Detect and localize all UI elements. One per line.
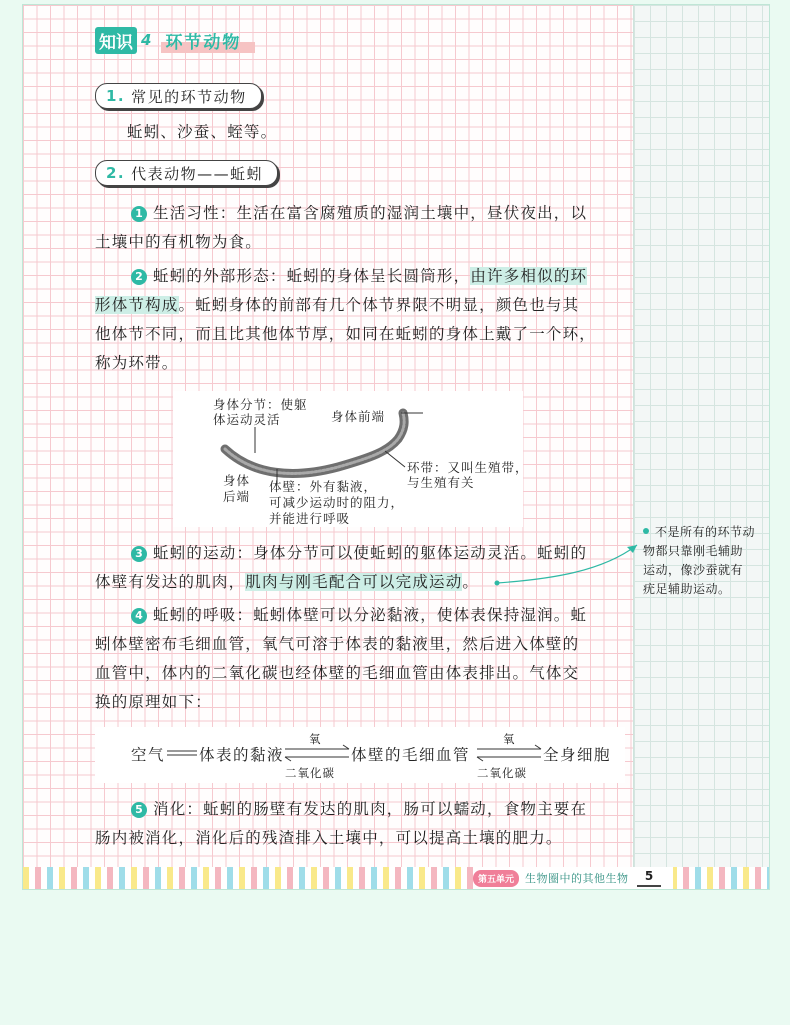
formula-cells: 全身细胞 — [543, 746, 612, 764]
label-clitellum-1: 环带：又叫生殖带， — [407, 460, 529, 475]
side-margin — [633, 5, 770, 867]
item-5-line-1: 5 消化：蚯蚓的肠壁有发达的肌肉，肠可以蠕动，食物主要在 — [131, 799, 587, 819]
label-segmentation-1: 身体分节：使躯 — [213, 397, 308, 412]
note-bullet-icon — [643, 528, 649, 534]
item-2-line-3: 他体节不同，而且比其他体节厚，如同在蚯蚓的身体上戴了一个环， — [95, 325, 597, 343]
item-2-line-1: 2 蚯蚓的外部形态：蚯蚓的身体呈长圆筒形，由许多相似的环 — [131, 266, 587, 286]
side-note: 不是所有的环节动物都只靠刚毛辅助运动，像沙蚕就有疣足辅助运动。 — [643, 525, 756, 596]
item-3-number: 3 — [131, 546, 147, 562]
knowledge-number: 4 — [141, 31, 152, 49]
textbook-page — [22, 4, 770, 890]
item-1-line-2: 土壤中的有机物为食。 — [95, 233, 263, 251]
item-4-line-2: 蚓体壁密布毛细血管，氧气可溶于体表的黏液里，然后进入体壁的 — [95, 635, 580, 653]
item-2-line-2: 形体节构成。蚯蚓身体的前部有几个体节界限不明显，颜色也与其 — [95, 296, 580, 314]
item-5-number: 5 — [131, 802, 147, 818]
earthworm-diagram — [173, 391, 529, 527]
item-3-line-2: 体壁有发达的肌肉，肌肉与刚毛配合可以完成运动。 — [95, 573, 480, 591]
knowledge-header — [95, 27, 255, 53]
page-title: 环节动物 — [161, 28, 255, 53]
formula-co2-2: 二氧化碳 — [477, 766, 527, 780]
formula-arrows — [95, 727, 625, 783]
label-body-wall-1: 体壁：外有黏液， — [269, 479, 378, 494]
gas-exchange-formula — [95, 727, 625, 783]
item-4-number: 4 — [131, 608, 147, 624]
page-number: 5 — [637, 869, 661, 887]
item-1-line-1: 1 生活习性：生活在富含腐殖质的湿润土壤中，昼伏夜出，以 — [131, 203, 587, 223]
item-5-line-2: 肠内被消化，消化后的残渣排入土壤中，可以提高土壤的肥力。 — [95, 829, 563, 847]
item-2-line-4: 称为环带。 — [95, 354, 179, 372]
unit-title: 生物圈中的其他生物 — [525, 872, 629, 885]
item-2-number: 2 — [131, 269, 147, 285]
label-segmentation-2: 体运动灵活 — [213, 412, 281, 427]
item-4-line-1: 4 蚯蚓的呼吸：蚯蚓体壁可以分泌黏液，使体表保持湿润。蚯 — [131, 605, 587, 625]
item-2-highlight-a: 由许多相似的环 — [470, 267, 588, 285]
section-heading-1: 1. 常见的环节动物 — [95, 83, 262, 109]
item-4-line-4: 换的原理如下： — [95, 693, 212, 711]
item-3-line-1: 3 蚯蚓的运动：身体分节可以使蚯蚓的躯体运动灵活。蚯蚓的 — [131, 543, 587, 563]
item-3-highlight: 肌肉与刚毛配合可以完成运动 — [245, 573, 463, 591]
label-clitellum-2: 与生殖有关 — [407, 475, 475, 490]
label-front-end: 身体前端 — [331, 409, 386, 424]
knowledge-tag: 知识 — [95, 27, 137, 54]
item-1-number: 1 — [131, 206, 147, 222]
common-animals-text: 蚯蚓、沙蚕、蛭等。 — [127, 123, 278, 141]
item-4-line-3: 血管中，体内的二氧化碳也经体壁的毛细血管由体表排出。气体交 — [95, 664, 580, 682]
section-heading-2: 2. 代表动物——蚯蚓 — [95, 160, 278, 186]
formula-capillary: 体壁的毛细血管 — [351, 746, 471, 764]
label-rear-end-2: 后端 — [223, 489, 251, 504]
formula-mucus: 体表的黏液 — [199, 746, 285, 764]
item-2-highlight-b: 形体节构成 — [95, 296, 179, 314]
unit-badge: 第五单元 — [473, 870, 519, 887]
formula-air: 空气 — [131, 746, 166, 764]
label-rear-end-1: 身体 — [223, 473, 251, 488]
formula-co2-1: 二氧化碳 — [285, 766, 335, 780]
formula-oxygen-1: 氧 — [309, 732, 322, 746]
label-body-wall-2: 可减少运动时的阻力， — [269, 495, 405, 510]
formula-oxygen-2: 氧 — [503, 732, 516, 746]
label-body-wall-3: 并能进行呼吸 — [269, 511, 351, 526]
